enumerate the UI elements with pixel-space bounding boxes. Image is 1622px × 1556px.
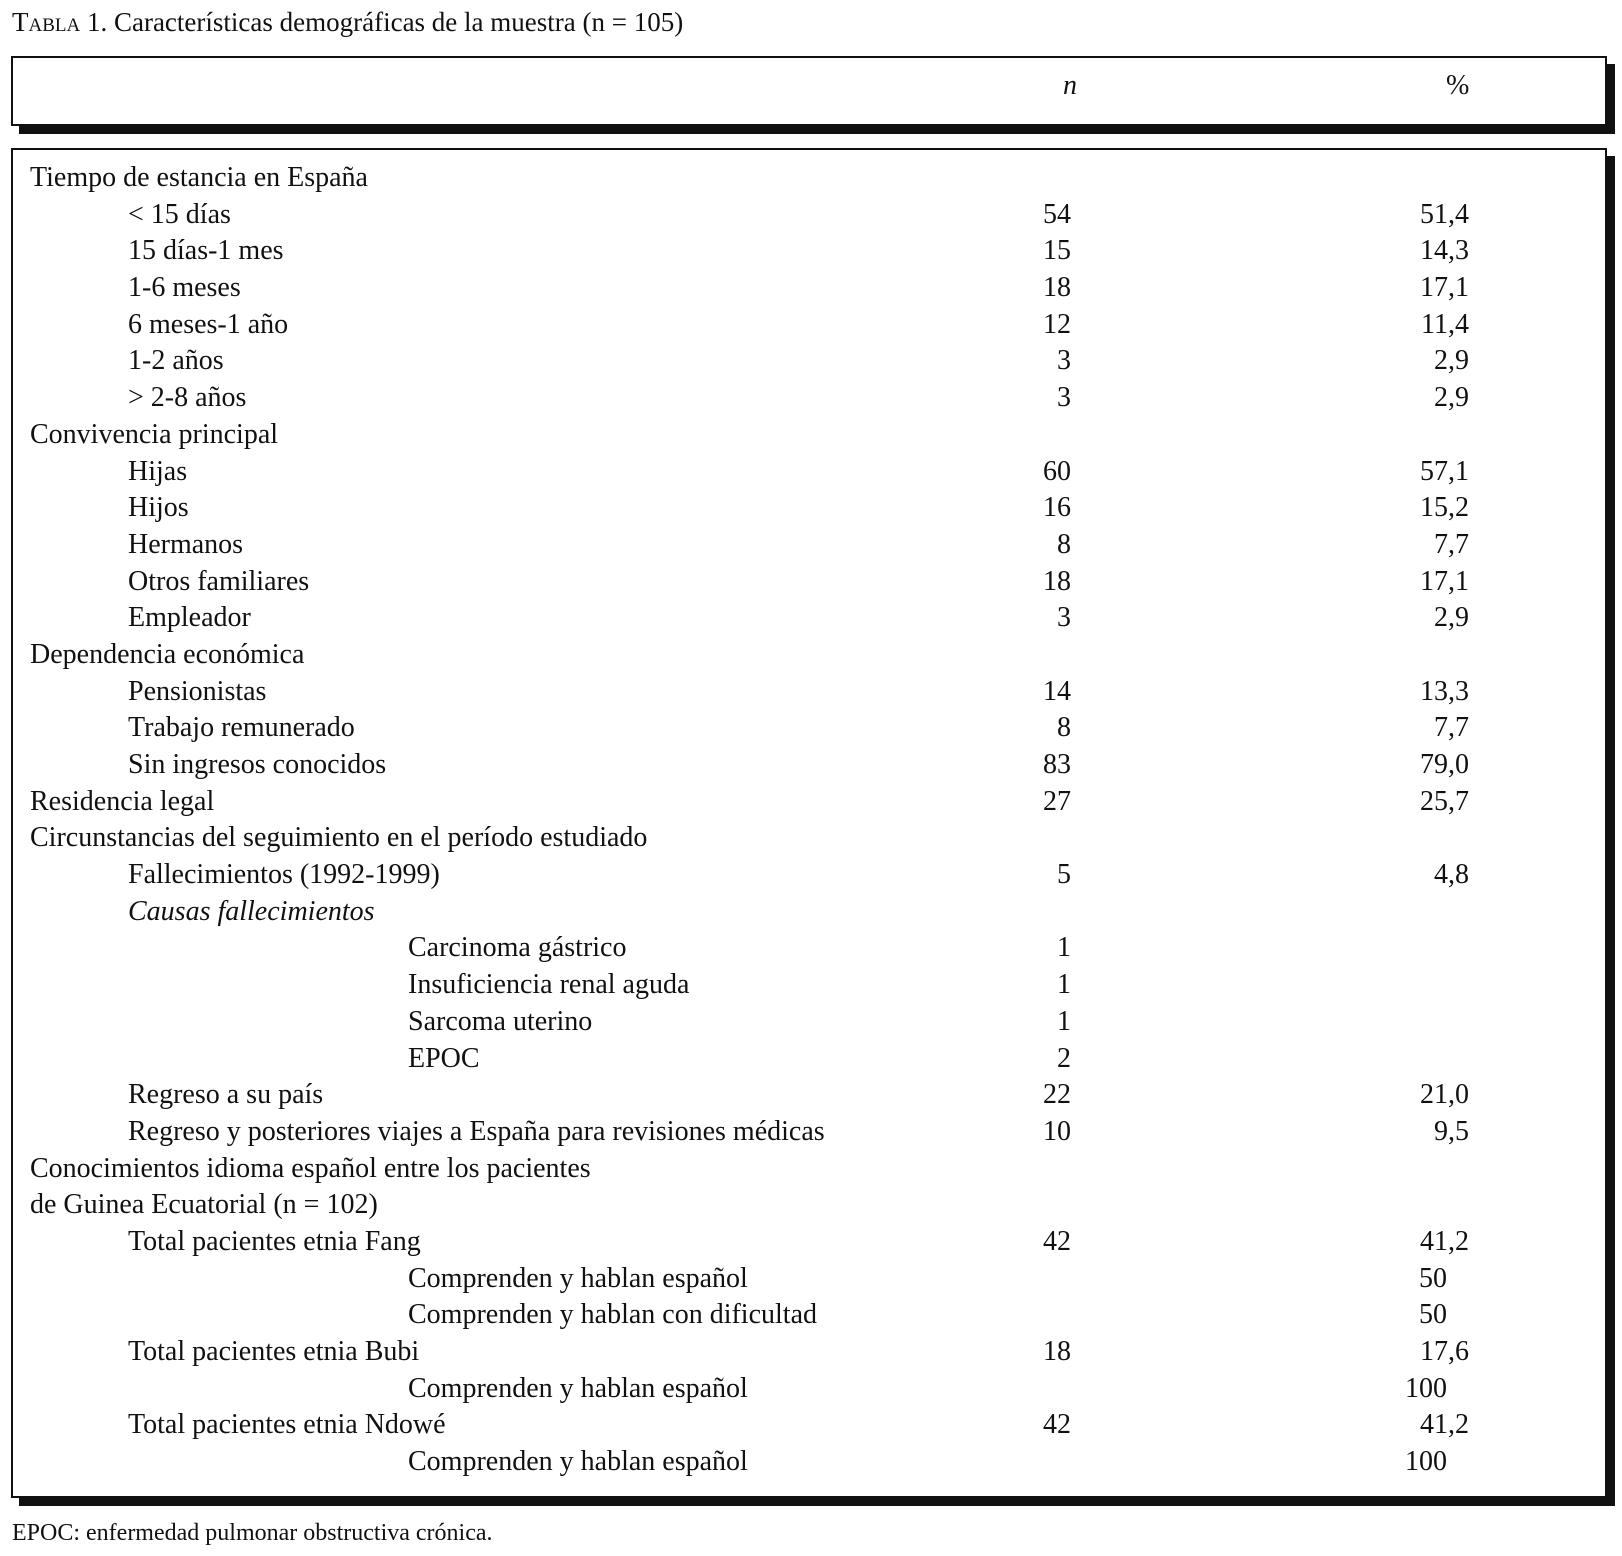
row-percent-value: 50: [1419, 1262, 1447, 1294]
table-row: [13, 527, 1605, 564]
row-label: Circunstancias del seguimiento en el período estudiado: [30, 822, 648, 854]
row-percent-value: 41,2: [1420, 1409, 1469, 1441]
column-header-n: n: [1063, 70, 1077, 101]
row-label: Causas fallecimientos: [128, 895, 375, 927]
table-header: [11, 56, 1607, 126]
table-row: [13, 710, 1605, 747]
row-n-value: 8: [1057, 712, 1071, 744]
row-label: Residencia legal: [30, 785, 215, 817]
table-row: [13, 1261, 1605, 1298]
table-row: [13, 197, 1605, 234]
row-label: Fallecimientos (1992-1999): [128, 859, 440, 891]
row-label: Total pacientes etnia Bubi: [128, 1336, 420, 1367]
table-row: [13, 454, 1605, 491]
row-n-value: 27: [1043, 785, 1071, 817]
table-row: [13, 674, 1605, 711]
row-percent-value: 13,3: [1420, 675, 1469, 707]
row-percent-value: 51,4: [1420, 198, 1469, 230]
row-label: Regreso y posteriores viajes a España para revisiones médicas: [128, 1115, 825, 1147]
row-n-value: 3: [1057, 345, 1071, 377]
row-percent-value: 100: [1405, 1446, 1447, 1478]
row-label: Hijas: [128, 455, 188, 487]
table-row: [13, 820, 1605, 857]
row-n-value: 1: [1057, 1005, 1071, 1037]
row-percent-value: 7,7: [1434, 528, 1469, 560]
row-percent-value: 57,1: [1420, 455, 1469, 487]
row-label: Convivencia principal: [30, 418, 279, 450]
row-label: Empleador: [128, 602, 251, 634]
table-caption: [12, 4, 683, 40]
row-label: Hermanos: [128, 528, 244, 560]
row-label: Sin ingresos conocidos: [128, 749, 387, 780]
row-percent-value: 17,1: [1420, 272, 1469, 304]
table-row: [13, 343, 1605, 380]
row-label: EPOC: [408, 1042, 480, 1074]
table-row: [13, 930, 1605, 967]
column-header-percent: %: [1446, 70, 1470, 101]
row-label: Carcinoma gástrico: [408, 932, 627, 964]
row-label: Regreso a su país: [128, 1079, 324, 1111]
table-rows: [13, 160, 1605, 1481]
row-percent-value: 2,9: [1434, 345, 1469, 377]
row-label: 1-6 meses: [128, 272, 241, 304]
table-row: [13, 967, 1605, 1004]
row-percent-value: 79,0: [1420, 749, 1469, 780]
row-label: Dependencia económica: [30, 638, 305, 670]
table-row: [13, 784, 1605, 821]
table-row: [13, 270, 1605, 307]
table-row: [13, 1077, 1605, 1114]
row-n-value: 18: [1043, 565, 1071, 597]
table-caption-text: Características demográficas de la muestra (n = 105): [113, 7, 684, 37]
row-n-value: 14: [1043, 675, 1071, 707]
row-n-value: 8: [1057, 528, 1071, 560]
row-label: 1-2 años: [128, 345, 224, 377]
table-row: [13, 1334, 1605, 1371]
row-n-value: 1: [1057, 969, 1071, 1001]
row-percent-value: 41,2: [1420, 1225, 1469, 1257]
row-n-value: 5: [1057, 859, 1071, 891]
row-n-value: 12: [1043, 308, 1071, 340]
table-row: [13, 307, 1605, 344]
row-label: Otros familiares: [128, 565, 310, 597]
row-percent-value: 4,8: [1434, 859, 1469, 891]
table-row: [13, 1371, 1605, 1408]
table-row: [13, 894, 1605, 931]
row-label: < 15 días: [128, 198, 231, 230]
row-percent-value: 9,5: [1434, 1115, 1469, 1147]
table-body: [11, 148, 1607, 1498]
row-label: Tiempo de estancia en España: [30, 162, 368, 193]
row-n-value: 54: [1043, 198, 1071, 230]
table-footnote: EPOC: enfermedad pulmonar obstructiva crónica.: [12, 1520, 493, 1546]
row-n-value: 22: [1043, 1079, 1071, 1111]
row-label: Comprenden y hablan español: [408, 1372, 748, 1404]
row-percent-value: 25,7: [1420, 785, 1469, 817]
row-percent-value: 2,9: [1434, 602, 1469, 634]
table-row: [13, 1444, 1605, 1481]
table-row: [13, 380, 1605, 417]
row-percent-value: 14,3: [1420, 235, 1469, 267]
row-n-value: 10: [1043, 1115, 1071, 1147]
row-label: 15 días-1 mes: [128, 235, 284, 267]
row-percent-value: 50: [1419, 1299, 1447, 1331]
row-label: Comprenden y hablan con dificultad: [408, 1299, 817, 1331]
row-n-value: 18: [1043, 1336, 1071, 1367]
row-label: 6 meses-1 año: [128, 308, 289, 340]
table-row: [13, 1151, 1605, 1188]
row-n-value: 2: [1057, 1042, 1071, 1074]
table-row: [13, 564, 1605, 601]
table-row: [13, 600, 1605, 637]
table-row: [13, 1004, 1605, 1041]
row-label: Total pacientes etnia Ndowé: [128, 1409, 446, 1441]
row-percent-value: 21,0: [1420, 1079, 1469, 1111]
row-label: Sarcoma uterino: [408, 1005, 593, 1037]
table-caption-label: Tabla 1.: [12, 7, 108, 37]
row-percent-value: 15,2: [1420, 492, 1469, 524]
row-n-value: 3: [1057, 382, 1071, 414]
table-row: [13, 1041, 1605, 1078]
table-row: [13, 1114, 1605, 1151]
row-label: Hijos: [128, 492, 189, 524]
table-row: [13, 857, 1605, 894]
row-n-value: 3: [1057, 602, 1071, 634]
row-percent-value: 2,9: [1434, 382, 1469, 414]
row-n-value: 18: [1043, 272, 1071, 304]
table-row: [13, 490, 1605, 527]
row-label: Pensionistas: [128, 675, 267, 707]
table-row: [13, 1224, 1605, 1261]
row-n-value: 83: [1043, 749, 1071, 780]
table-row: [13, 747, 1605, 784]
row-label: Total pacientes etnia Fang: [128, 1225, 421, 1257]
row-label: Conocimientos idioma español entre los pacientes: [30, 1152, 591, 1184]
table-row: [13, 1407, 1605, 1444]
row-n-value: 42: [1043, 1225, 1071, 1257]
table-row: [13, 160, 1605, 197]
row-percent-value: 100: [1405, 1372, 1447, 1404]
row-n-value: 15: [1043, 235, 1071, 267]
table-row: [13, 1297, 1605, 1334]
table-row: [13, 417, 1605, 454]
table-row: [13, 1187, 1605, 1224]
row-percent-value: 17,1: [1420, 565, 1469, 597]
row-n-value: 60: [1043, 455, 1071, 487]
row-label: Insuficiencia renal aguda: [408, 969, 690, 1001]
row-label: Comprenden y hablan español: [408, 1446, 748, 1478]
table-row: [13, 637, 1605, 674]
row-percent-value: 7,7: [1434, 712, 1469, 744]
row-label: Trabajo remunerado: [128, 712, 355, 744]
row-n-value: 1: [1057, 932, 1071, 964]
row-label: Comprenden y hablan español: [408, 1262, 748, 1294]
row-label: de Guinea Ecuatorial (n = 102): [30, 1189, 378, 1221]
table-row: [13, 233, 1605, 270]
row-n-value: 42: [1043, 1409, 1071, 1441]
row-percent-value: 11,4: [1421, 308, 1469, 340]
row-percent-value: 17,6: [1420, 1336, 1469, 1367]
row-n-value: 16: [1043, 492, 1071, 524]
row-label: > 2-8 años: [128, 382, 247, 414]
